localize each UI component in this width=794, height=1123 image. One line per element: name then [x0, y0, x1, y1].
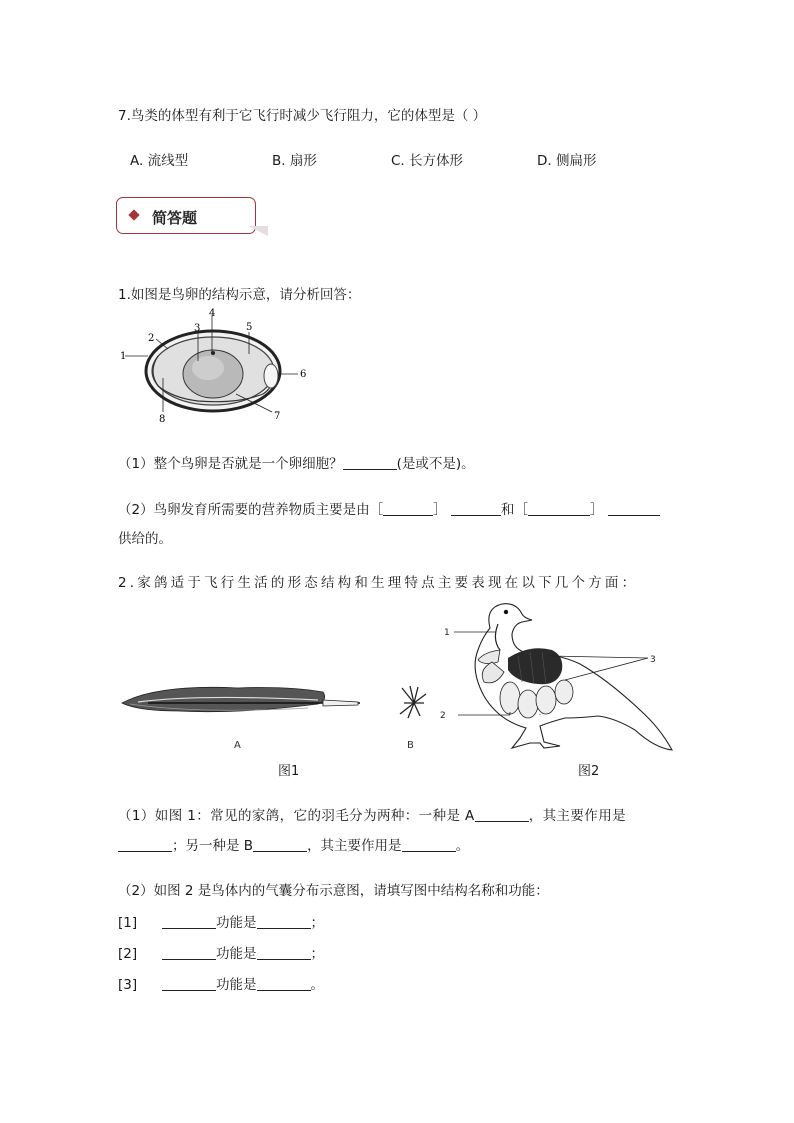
egg-label-7: 7 — [274, 411, 281, 422]
bird-eye — [504, 610, 508, 614]
air-sac — [518, 690, 538, 718]
option-a: A. 流线型 — [130, 153, 189, 169]
answer-row-1: [1] 功能是 ； — [118, 915, 324, 931]
section-title: 简答题 — [152, 209, 198, 227]
air-cell — [264, 364, 278, 388]
figure-1-feathers — [118, 678, 438, 768]
feather-label-a: A — [234, 740, 241, 751]
figure-1-caption: 图1 — [278, 764, 300, 779]
option-b: B. 扇形 — [272, 153, 317, 169]
egg-structure-diagram — [118, 306, 318, 428]
feather-label-b: B — [407, 740, 414, 751]
air-sac — [555, 680, 573, 704]
bird-label-2: 2 — [440, 711, 446, 721]
egg-label-2: 2 — [148, 333, 155, 344]
down-feather — [400, 686, 426, 718]
air-sac — [500, 682, 520, 714]
section-header-shadow — [248, 226, 268, 236]
answer-blank[interactable] — [528, 501, 590, 516]
bird-label-1: 1 — [444, 628, 450, 638]
figure-2-bird-air-sacs — [440, 600, 676, 760]
egg-label-5: 5 — [246, 322, 253, 333]
egg-label-4: 4 — [209, 308, 216, 319]
option-c: C. 长方体形 — [391, 153, 464, 169]
answer-blank[interactable] — [451, 501, 501, 516]
answer-blank[interactable] — [257, 945, 311, 960]
bird-outline — [475, 604, 672, 750]
question-1-sub-1: （1）整个鸟卵是否就是一个卵细胞？ (是或不是)。 — [118, 456, 475, 472]
answer-blank[interactable] — [118, 837, 172, 852]
question-2-sub-1: （1）如图 1：常见的家鸽，它的羽毛分为两种：一种是 A ，其主要作用是 — [118, 808, 627, 824]
option-d: D. 侧扁形 — [537, 153, 597, 169]
egg-label-6: 6 — [300, 369, 307, 380]
question-1-stem: 1.如图是鸟卵的结构示意，请分析回答： — [118, 287, 361, 303]
question-1-sub-2-end: 供给的。 — [118, 531, 172, 547]
answer-blank[interactable] — [257, 976, 311, 991]
answer-row-3: [3] 功能是 。 — [118, 977, 324, 993]
answer-blank[interactable] — [162, 976, 216, 991]
question-2-stem: 2.家鸽适于飞行生活的形态结构和生理特点主要表现在以下几个方面： — [118, 575, 639, 591]
answer-blank[interactable] — [608, 501, 660, 516]
egg-label-8: 8 — [159, 414, 166, 425]
answer-blank[interactable] — [402, 837, 456, 852]
question-7-stem: 7.鸟类的体型有利于它飞行时减少飞行阻力，它的体型是（ ） — [118, 108, 487, 124]
question-2-sub-1-cont: ；另一种是 B ，其主要作用是 。 — [118, 834, 469, 854]
answer-blank[interactable] — [475, 807, 529, 822]
figure-2-caption: 图2 — [578, 764, 600, 779]
answer-blank[interactable] — [257, 914, 311, 929]
egg-label-1: 1 — [120, 351, 127, 362]
answer-blank[interactable] — [383, 501, 433, 516]
question-1-sub-2: （2）鸟卵发育所需要的营养物质主要是由［ ］ 和［ ］ — [118, 498, 660, 518]
answer-blank[interactable] — [253, 837, 307, 852]
bird-label-3: 3 — [650, 655, 656, 665]
question-2-sub-2: （2）如图 2 是鸟体内的气囊分布示意图，请填写图中结构名称和功能： — [118, 883, 549, 899]
answer-blank[interactable] — [162, 914, 216, 929]
answer-row-2: [2] 功能是 ； — [118, 946, 324, 962]
answer-blank[interactable] — [162, 945, 216, 960]
answer-blank[interactable] — [343, 455, 397, 470]
egg-label-3: 3 — [194, 323, 201, 334]
air-sac — [536, 686, 556, 714]
